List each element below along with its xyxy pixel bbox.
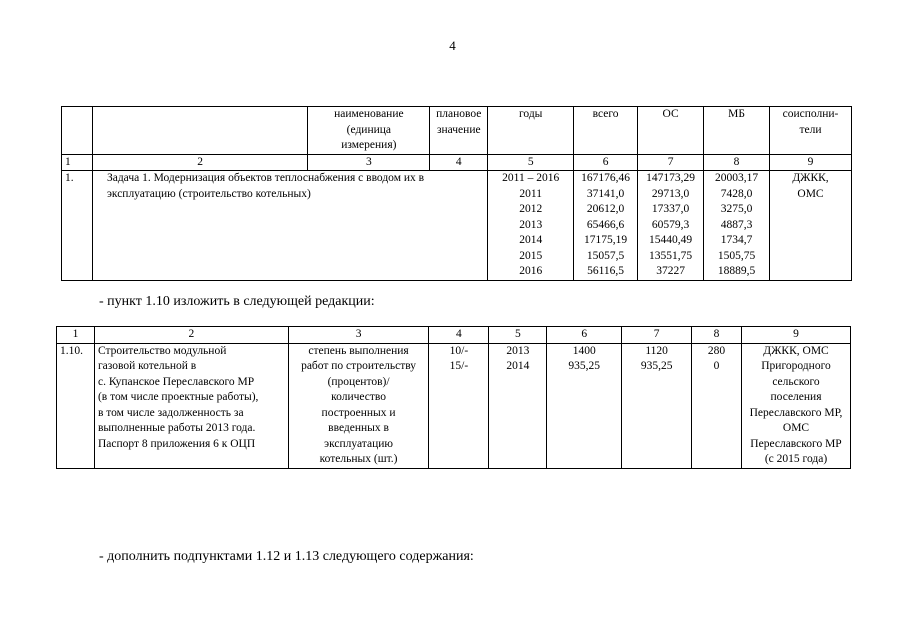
total-value: 935,25 <box>568 360 601 372</box>
column-number: 6 <box>574 154 638 171</box>
mb-value: 1505,75 <box>717 249 756 262</box>
coexecutors <box>742 343 851 468</box>
desc-line: Паспорт 8 приложения 6 к ОЦП <box>97 437 256 450</box>
header-line: (единица <box>346 123 392 136</box>
total-value: 20612,0 <box>586 203 625 215</box>
mb-value: 20003,17 <box>714 172 759 184</box>
indicator-line: (процентов)/ <box>327 375 390 388</box>
os-list <box>622 343 692 468</box>
coexec-line: Переславского МР <box>750 437 842 450</box>
header-cell-empty <box>92 107 307 155</box>
desc-line: выполненные работы 2013 года. <box>97 422 256 434</box>
plan-value: 10/- <box>449 344 469 357</box>
os-value: 1120 <box>645 344 668 357</box>
table-header-row <box>62 107 852 155</box>
header-line: тели <box>799 123 822 136</box>
os-value: 15440,49 <box>649 234 693 246</box>
indicator-line: построенных и <box>321 406 396 419</box>
total-value: 37141,0 <box>586 187 625 200</box>
program-table-task-1 <box>61 106 852 281</box>
coexec-line: ОМС <box>782 422 810 434</box>
total-value: 167176,46 <box>581 172 631 184</box>
mb-value: 1734,7 <box>720 234 753 246</box>
mb-value: 280 <box>707 344 726 357</box>
plan-value: 15/- <box>449 360 469 372</box>
indicator-line: эксплуатацию <box>324 437 393 450</box>
coexec-line: Пригородного <box>761 360 831 372</box>
coexecutors <box>770 171 852 281</box>
total-value: 1400 <box>572 344 596 357</box>
desc-line: газовой котельной в <box>97 360 197 372</box>
header-line: соисполни- <box>782 108 839 120</box>
program-table-item-1-10 <box>56 326 851 469</box>
desc-line: Строительство модульной <box>97 344 227 357</box>
mb-value: 4887,3 <box>720 218 753 231</box>
coexec-line: ОМС <box>797 187 824 200</box>
task-description: Задача 1. Модернизация объектов теплоснабжения с вводом их в эксплуатацию (строительство котельных) <box>92 171 487 281</box>
year-value: 2014 <box>506 360 530 372</box>
column-number: 6 <box>547 327 622 344</box>
column-number: 7 <box>622 327 692 344</box>
column-number-row <box>57 327 851 344</box>
header-line: измерения) <box>341 139 397 151</box>
header-cell-empty <box>62 107 93 155</box>
header-cell-coexec <box>770 107 852 155</box>
desc-line: в том числе задолженность за <box>97 406 244 419</box>
header-line: значение <box>436 123 481 136</box>
column-number: 9 <box>770 154 852 171</box>
column-number: 1 <box>57 327 95 344</box>
os-value: 935,25 <box>640 360 673 372</box>
coexec-line: сельского <box>772 375 820 388</box>
os-value: 60579,3 <box>651 218 690 231</box>
header-cell-total: всего <box>574 107 638 155</box>
os-value: 13551,75 <box>649 249 693 262</box>
mb-value: 18889,5 <box>717 265 756 277</box>
column-number: 2 <box>94 327 288 344</box>
total-value: 17175,19 <box>584 234 628 246</box>
header-cell-mb: МБ <box>704 107 770 155</box>
page-number: 4 <box>449 38 456 53</box>
year-value: 2015 <box>519 249 543 262</box>
indicator-line: степень выполнения <box>308 344 409 357</box>
coexec-line: поселения <box>770 391 822 403</box>
column-number: 4 <box>430 154 488 171</box>
desc-line: с. Купанское Переславского МР <box>97 375 255 388</box>
total-list <box>547 343 622 468</box>
header-cell-name <box>308 107 430 155</box>
header-line: наименование <box>334 108 404 120</box>
years-list <box>489 343 547 468</box>
coexec-line: ДЖКК, ОМС <box>763 344 829 357</box>
mb-value: 0 <box>713 360 720 372</box>
mb-value: 3275,0 <box>720 203 753 215</box>
years-list <box>488 171 574 281</box>
header-cell-years: годы <box>488 107 574 155</box>
indicator-line: количество <box>331 391 387 403</box>
year-value: 2016 <box>519 265 543 277</box>
mb-list <box>704 171 770 281</box>
indicator-line: котельных (шт.) <box>319 453 398 465</box>
year-value: 2011 – 2016 <box>502 172 560 184</box>
item-description <box>94 343 288 468</box>
year-value: 2011 <box>519 187 542 200</box>
indicator-line: введенных в <box>328 422 389 434</box>
column-number: 8 <box>704 154 770 171</box>
column-number: 1 <box>62 154 93 171</box>
year-value: 2012 <box>519 203 543 215</box>
mb-list <box>692 343 742 468</box>
amendment-paragraph: - дополнить подпунктами 1.12 и 1.13 следующего содержания: <box>99 549 474 564</box>
os-list <box>638 171 704 281</box>
amendment-paragraph: - пункт 1.10 изложить в следующей редакции: <box>99 294 375 309</box>
total-value: 15057,5 <box>586 249 625 262</box>
column-number: 9 <box>742 327 851 344</box>
os-value: 37227 <box>656 265 685 277</box>
column-number: 7 <box>638 154 704 171</box>
column-number: 5 <box>489 327 547 344</box>
column-number: 8 <box>692 327 742 344</box>
header-cell-plan <box>430 107 488 155</box>
total-value: 56116,5 <box>587 265 625 277</box>
year-value: 2013 <box>506 344 530 357</box>
row-number: 1. <box>62 171 93 281</box>
header-line: плановое <box>436 108 482 120</box>
coexec-line: Переславского МР, <box>749 406 843 419</box>
coexec-line: (с 2015 года) <box>764 453 828 465</box>
os-value: 17337,0 <box>651 203 690 215</box>
os-value: 147173,29 <box>646 172 695 184</box>
total-value: 65466,6 <box>586 218 625 231</box>
year-value: 2013 <box>519 218 543 231</box>
column-number: 3 <box>288 327 429 344</box>
column-number: 2 <box>92 154 307 171</box>
coexec-line: ДЖКК, <box>792 172 829 184</box>
plan-values <box>429 343 489 468</box>
header-cell-os: ОС <box>638 107 704 155</box>
column-number-row <box>62 154 852 171</box>
year-value: 2014 <box>519 234 543 246</box>
desc-line: (в том числе проектные работы), <box>97 391 259 403</box>
column-number: 4 <box>429 327 489 344</box>
table-row <box>57 343 851 468</box>
total-list <box>574 171 638 281</box>
indicator-name <box>288 343 429 468</box>
row-number: 1.10. <box>57 343 95 468</box>
os-value: 29713,0 <box>651 187 690 200</box>
indicator-line: работ по строительству <box>301 360 417 372</box>
column-number: 5 <box>488 154 574 171</box>
column-number: 3 <box>308 154 430 171</box>
mb-value: 7428,0 <box>720 187 753 200</box>
table-row <box>62 171 852 281</box>
